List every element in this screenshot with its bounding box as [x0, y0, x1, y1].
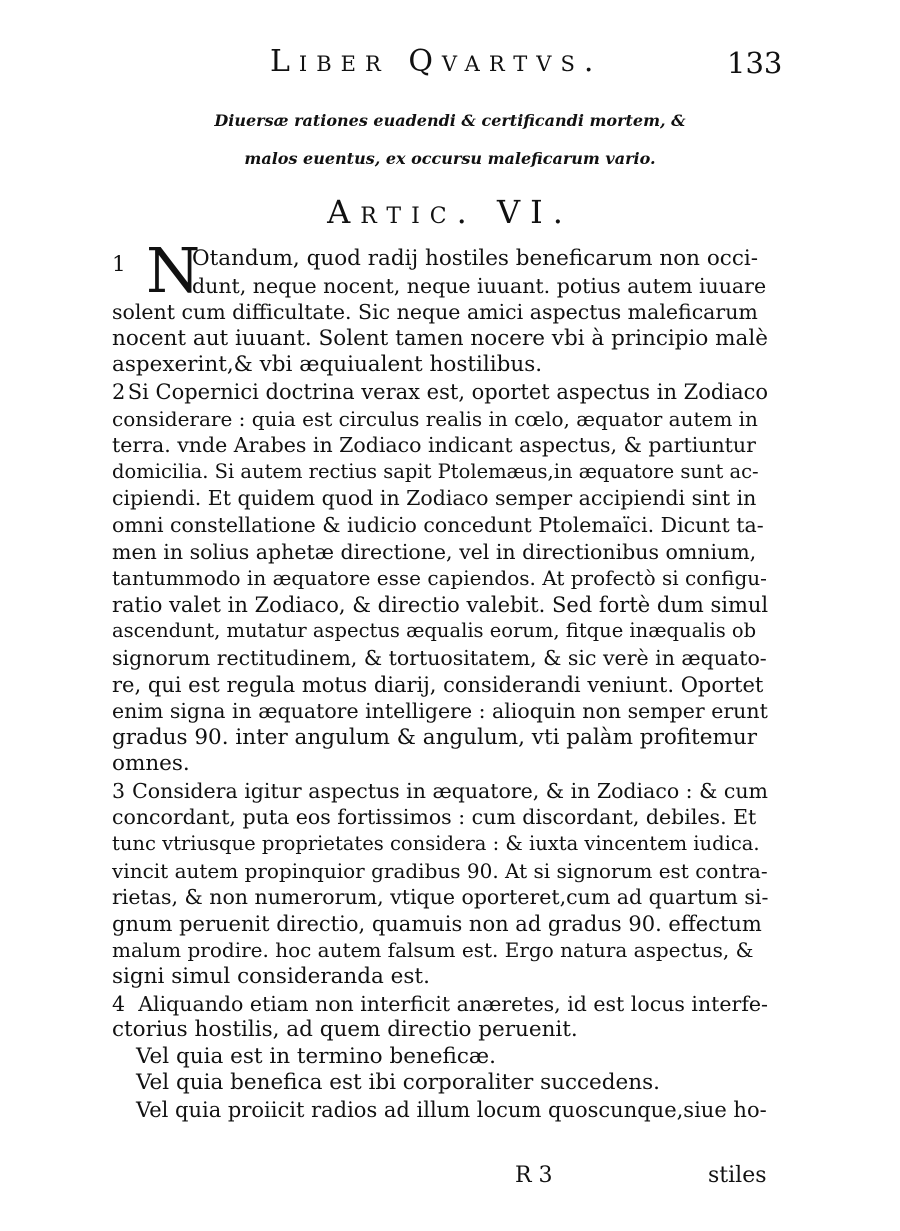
- running-title: Liber Qvartvs.: [270, 44, 603, 79]
- text-line: ratio valet in Zodiaco, & directio valebit. Sed fortè dum simul: [112, 592, 769, 617]
- text-line: re, qui est regula motus diarij, considerandi veniunt. Oportet: [112, 672, 764, 697]
- paragraph-2: [112, 379, 768, 778]
- chapter-title-line: malos euentus, ex occursu maleficarum vario.: [244, 149, 656, 168]
- text-line: omni constellatione & iudicio concedunt Ptolemaïci. Dicunt ta-: [112, 512, 764, 537]
- text-line: aspexerint,& vbi æquiualent hostilibus.: [112, 352, 543, 378]
- list-item: Vel quia benefica est ibi corporaliter succedens.: [136, 1070, 660, 1096]
- text-line: signi simul consideranda est.: [112, 964, 430, 990]
- text-line: cipiendi. Et quidem quod in Zodiaco semper accipiendi sint in: [112, 486, 757, 511]
- text-line: ctorius hostilis, ad quem directio peruenit.: [112, 1017, 578, 1043]
- chapter-title: [0, 102, 900, 178]
- text-line: signorum rectitudinem, & tortuositatem, & sic verè in æquato-: [112, 645, 767, 670]
- paragraph-number: 1: [112, 252, 126, 277]
- text-line: tantummodo in æquatore esse capiendos. At profectò si configu-: [112, 566, 767, 591]
- list-item: Vel quia est in termino beneficæ.: [136, 1043, 496, 1069]
- text-line: rietas, & non numerorum, vtique oporteret,cum ad quartum si-: [112, 885, 769, 910]
- text-line: vincit autem propinquior gradibus 90. At si signorum est contra-: [112, 858, 768, 883]
- paragraph-number: 4: [112, 991, 126, 1016]
- paragraph-1: [112, 234, 768, 379]
- text-line: men in solius aphetæ directione, vel in directionibus omnium,: [112, 539, 757, 564]
- text-line: malum prodire. hoc autem falsum est. Ergo natura aspectus, &: [112, 938, 754, 963]
- text-line: Si Copernici doctrina verax est, oportet aspectus in Zodiaco: [127, 379, 768, 404]
- text-line: gradus 90. inter angulum & angulum, vti palàm profitemur: [112, 724, 757, 750]
- paragraph-number: 3: [112, 778, 126, 803]
- drop-cap: N: [146, 234, 201, 307]
- text-line: omnes.: [112, 751, 190, 777]
- text-line: gnum peruenit directio, quamuis non ad gradus 90. effectum: [112, 911, 762, 936]
- paragraph-number: 2: [112, 379, 126, 404]
- catchword: stiles: [708, 1163, 767, 1188]
- text-line: enim signa in æquatore intelligere : alioquin non semper erunt: [112, 699, 768, 724]
- text-line: terra. vnde Arabes in Zodiaco indicant aspectus, & partiuntur: [112, 433, 756, 458]
- page-number: 133: [727, 46, 783, 80]
- text-line: ascendunt, mutatur aspectus æqualis eorum, fitque inæqualis ob: [112, 619, 757, 643]
- text-line: solent cum difficultate. Sic neque amici aspectus maleficarum: [112, 300, 758, 325]
- paragraph-4: [112, 991, 768, 1124]
- text-line: dunt, neque nocent, neque iuuant. potius autem iuuare: [192, 273, 767, 298]
- running-head: [0, 44, 900, 84]
- signature-mark: R 3: [515, 1163, 553, 1188]
- paragraph-3: [112, 778, 768, 991]
- article-heading: Artic. VI.: [327, 193, 573, 231]
- text-line: tunc vtriusque proprietates considera : & iuxta vincentem iudica.: [112, 832, 760, 856]
- text-line: Aliquando etiam non interficit anæretes, id est locus interfe-: [138, 991, 768, 1016]
- page-footer: [0, 1163, 900, 1193]
- text-line: domicilia. Si autem rectius sapit Ptolemæus,in æquatore sunt ac-: [112, 459, 759, 483]
- text-line: concordant, puta eos fortissimos : cum discordant, debiles. Et: [112, 805, 757, 830]
- text-line: considerare : quia est circulus realis in cœlo, æquator autem in: [112, 406, 758, 431]
- text-line: Considera igitur aspectus in æquatore, & in Zodiaco : & cum: [132, 778, 768, 803]
- text-line: nocent aut iuuant. Solent tamen nocere vbi à principio malè: [112, 325, 768, 351]
- body-text: [112, 234, 769, 1124]
- text-line: Otandum, quod radij hostiles beneficarum non occi-: [192, 246, 759, 271]
- chapter-title-line: Diuersæ rationes euadendi & certificandi mortem, &: [214, 111, 686, 130]
- list-item: Vel quia proiicit radios ad illum locum quoscunque,siue ho-: [136, 1098, 767, 1122]
